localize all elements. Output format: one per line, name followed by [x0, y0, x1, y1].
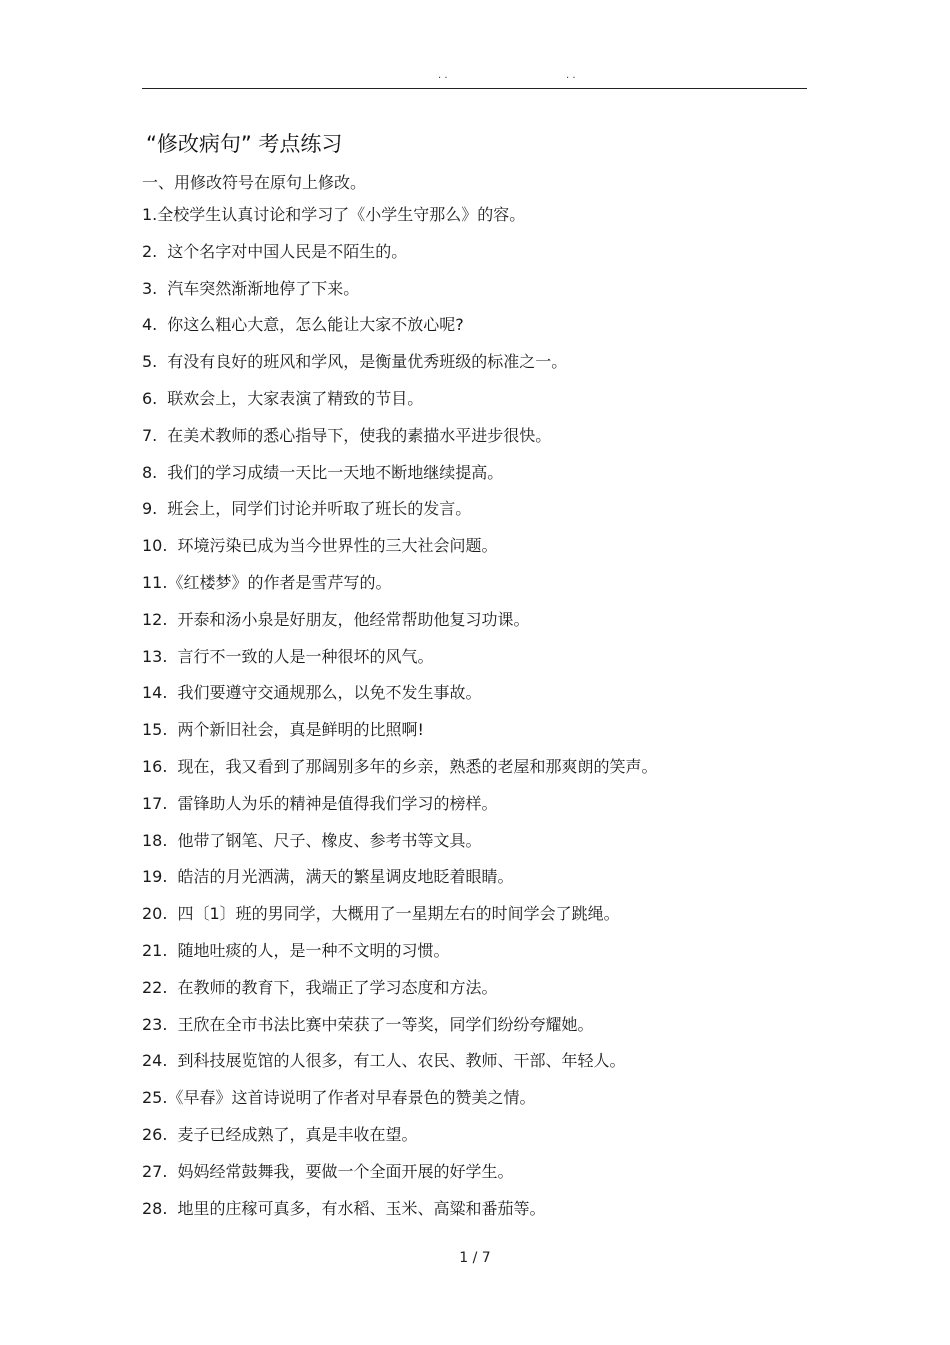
- exercise-sentence: 《早春》这首诗说明了作者对早春景色的赞美之情。: [167, 1088, 536, 1108]
- exercise-sentence: 汽车突然渐渐地停了下来。: [167, 278, 360, 298]
- exercise-item: [142, 1120, 807, 1157]
- exercise-number: 23.: [142, 1014, 168, 1034]
- exercise-sentence: 言行不一致的人是一种很坏的风气。: [177, 646, 434, 666]
- exercise-number: 12.: [142, 609, 168, 629]
- exercise-number: 4.: [142, 315, 158, 335]
- exercise-sentence: 开泰和汤小泉是好朋友，他经常帮助他复习功课。: [177, 609, 530, 629]
- section-heading: 一、用修改符号在原句上修改。: [142, 173, 367, 192]
- header-mark-left: . .: [438, 70, 448, 81]
- exercise-number: 9.: [142, 499, 158, 519]
- exercise-item: [142, 862, 807, 899]
- exercise-number: 5.: [142, 352, 158, 372]
- exercise-number: 16.: [142, 756, 168, 776]
- exercise-item: [142, 274, 807, 311]
- exercise-item: [142, 237, 807, 274]
- exercise-item: [142, 1083, 807, 1120]
- header-rule: [142, 88, 807, 89]
- header-marks: [142, 70, 807, 84]
- exercise-item: [142, 936, 807, 973]
- exercise-item: [142, 347, 807, 384]
- exercise-sentence: 妈妈经常鼓舞我，要做一个全面开展的好学生。: [177, 1161, 514, 1181]
- exercise-sentence: 现在，我又看到了那阔别多年的乡亲，熟悉的老屋和那爽朗的笑声。: [177, 756, 658, 776]
- exercise-item: [142, 678, 807, 715]
- exercise-item: [142, 1046, 807, 1083]
- exercise-number: 18.: [142, 830, 168, 850]
- document-title: “修改病句” 考点练习: [146, 132, 343, 156]
- exercise-sentence: 联欢会上，大家表演了精致的节目。: [167, 388, 424, 408]
- exercise-number: 3.: [142, 278, 158, 298]
- exercise-item: [142, 421, 807, 458]
- exercise-item: [142, 715, 807, 752]
- exercise-number: 2.: [142, 241, 158, 261]
- exercise-item: [142, 1010, 807, 1047]
- exercise-item: [142, 642, 807, 679]
- exercise-sentence: 他带了钢笔、尺子、橡皮、参考书等文具。: [177, 830, 482, 850]
- exercise-number: 27.: [142, 1161, 168, 1181]
- exercise-sentence: 班会上，同学们讨论并听取了班长的发言。: [167, 499, 472, 519]
- exercise-sentence: 我们要遵守交通规那么，以免不发生事故。: [177, 683, 482, 703]
- exercise-number: 15.: [142, 720, 168, 740]
- exercise-sentence: 在教师的教育下，我端正了学习态度和方法。: [177, 977, 498, 997]
- exercise-number: 22.: [142, 977, 168, 997]
- exercise-sentence: 有没有良好的班风和学风，是衡量优秀班级的标准之一。: [167, 352, 568, 372]
- exercise-item: [142, 458, 807, 495]
- exercise-sentence: 《红楼梦》的作者是雪芹写的。: [167, 572, 392, 592]
- exercise-sentence: 王欣在全市书法比赛中荣获了一等奖，同学们纷纷夸耀她。: [177, 1014, 594, 1034]
- exercise-item: [142, 973, 807, 1010]
- exercise-sentence: 环境污染已成为当今世界性的三大社会问题。: [177, 536, 498, 556]
- exercise-number: 1.: [142, 205, 158, 224]
- exercise-number: 11.: [142, 572, 168, 592]
- exercise-number: 6.: [142, 388, 158, 408]
- exercise-item: [142, 200, 807, 237]
- exercise-item: [142, 899, 807, 936]
- exercise-number: 20.: [142, 904, 168, 924]
- exercise-sentence: 两个新旧社会，真是鲜明的比照啊!: [177, 720, 424, 740]
- exercise-number: 26.: [142, 1124, 168, 1144]
- exercise-item: [142, 752, 807, 789]
- exercise-number: 17.: [142, 793, 168, 813]
- exercise-item: [142, 1194, 807, 1231]
- header-mark-right: . .: [566, 70, 576, 81]
- page-number: 1 / 7: [459, 1250, 491, 1266]
- exercise-sentence: 你这么粗心大意，怎么能让大家不放心呢?: [167, 315, 464, 335]
- exercise-number: 25.: [142, 1088, 168, 1108]
- exercise-sentence: 皓洁的月光洒满，满天的繁星调皮地眨着眼睛。: [177, 867, 514, 887]
- exercise-item: [142, 384, 807, 421]
- exercise-number: 28.: [142, 1198, 168, 1218]
- exercise-sentence: 全校学生认真讨论和学习了《小学生守那么》的容。: [157, 205, 526, 224]
- exercise-item: [142, 568, 807, 605]
- exercise-number: 8.: [142, 462, 158, 482]
- exercise-number: 14.: [142, 683, 168, 703]
- exercise-sentence: 我们的学习成绩一天比一天地不断地继续提高。: [167, 462, 504, 482]
- exercise-number: 24.: [142, 1051, 168, 1071]
- exercise-sentence: 四〔1〕班的男同学，大概用了一星期左右的时间学会了跳绳。: [177, 904, 620, 924]
- exercise-item: [142, 826, 807, 863]
- exercise-item: [142, 1157, 807, 1194]
- exercise-item: [142, 531, 807, 568]
- exercise-sentence: 随地吐痰的人，是一种不文明的习惯。: [177, 940, 450, 960]
- exercise-sentence: 在美术教师的悉心指导下，使我的素描水平进步很快。: [167, 425, 552, 445]
- exercise-number: 21.: [142, 940, 168, 960]
- exercise-list: [142, 200, 807, 1230]
- exercise-sentence: 雷锋助人为乐的精神是值得我们学习的榜样。: [177, 793, 498, 813]
- exercise-item: [142, 605, 807, 642]
- exercise-number: 13.: [142, 646, 168, 666]
- exercise-item: [142, 789, 807, 826]
- exercise-number: 19.: [142, 867, 168, 887]
- exercise-sentence: 地里的庄稼可真多，有水稻、玉米、高粱和番茄等。: [177, 1198, 546, 1218]
- exercise-item: [142, 310, 807, 347]
- exercise-sentence: 到科技展览馆的人很多，有工人、农民、教师、干部、年轻人。: [177, 1051, 626, 1071]
- exercise-sentence: 这个名字对中国人民是不陌生的。: [167, 241, 408, 261]
- exercise-number: 7.: [142, 425, 158, 445]
- exercise-number: 10.: [142, 536, 168, 556]
- exercise-sentence: 麦子已经成熟了，真是丰收在望。: [177, 1124, 418, 1144]
- exercise-item: [142, 494, 807, 531]
